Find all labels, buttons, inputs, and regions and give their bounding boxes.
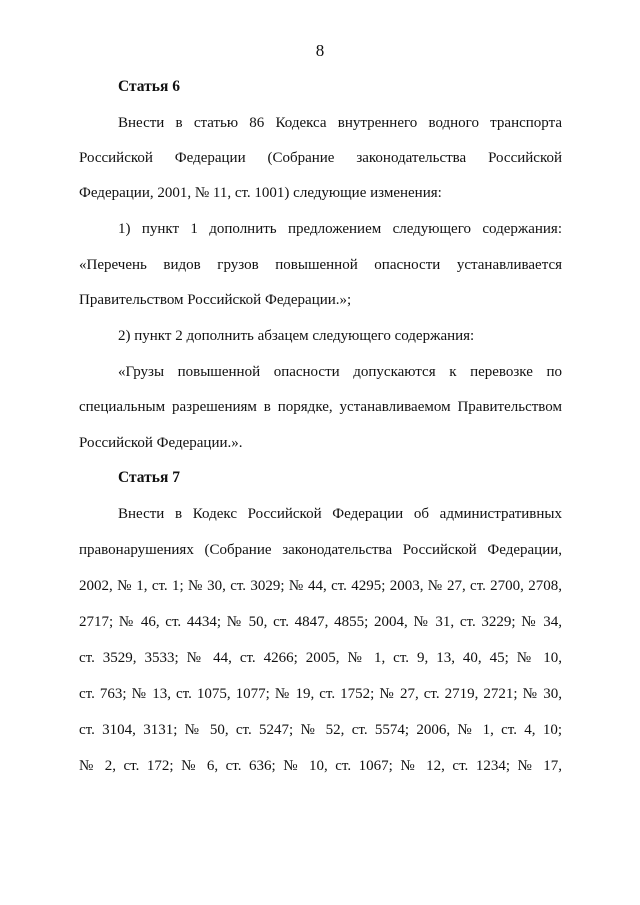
page-number: 8 bbox=[315, 41, 325, 60]
article-7-line-2: правонарушениях (Собрание законодательства Российской Федерации, bbox=[79, 542, 562, 558]
article-7-line-6: ст. 763; № 13, ст. 1075, 1077; № 19, ст. 1752; № 27, ст. 2719, 2721; № 30, bbox=[79, 686, 562, 702]
article-6-intro-line-1: Внести в статью 86 Кодекса внутреннего водного транспорта bbox=[118, 115, 562, 131]
article-6-quote-line-1: «Грузы повышенной опасности допускаются к перевозке по bbox=[118, 364, 562, 380]
article-6-heading: Статья 6 bbox=[118, 78, 180, 95]
article-6-intro-line-2: Российской Федерации (Собрание законодательства Российской bbox=[79, 150, 562, 166]
article-6-item-2-line-1: 2) пункт 2 дополнить абзацем следующего содержания: bbox=[118, 328, 475, 344]
article-6-item-1-line-1: 1) пункт 1 дополнить предложением следующего содержания: bbox=[118, 221, 562, 237]
article-7-line-7: ст. 3104, 3131; № 50, ст. 5247; № 52, ст. 5574; 2006, № 1, ст. 4, 10; bbox=[79, 722, 562, 738]
article-7-line-4: 2717; № 46, ст. 4434; № 50, ст. 4847, 4855; 2004, № 31, ст. 3229; № 34, bbox=[79, 614, 562, 630]
article-6-intro-line-3: Федерации, 2001, № 11, ст. 1001) следующие изменения: bbox=[79, 185, 442, 201]
article-6-item-1-line-3: Правительством Российской Федерации.»; bbox=[79, 292, 352, 308]
article-7-line-8: № 2, ст. 172; № 6, ст. 636; № 10, ст. 1067; № 12, ст. 1234; № 17, bbox=[79, 758, 562, 774]
article-7-line-1: Внести в Кодекс Российской Федерации об административных bbox=[118, 506, 562, 522]
article-6-quote-line-2: специальным разрешениям в порядке, устанавливаемом Правительством bbox=[79, 399, 562, 415]
article-6-item-1-line-2: «Перечень видов грузов повышенной опасности устанавливается bbox=[79, 257, 562, 273]
article-7-line-3: 2002, № 1, ст. 1; № 30, ст. 3029; № 44, ст. 4295; 2003, № 27, ст. 2700, 2708, bbox=[79, 578, 562, 594]
article-7-heading: Статья 7 bbox=[118, 469, 180, 486]
article-7-line-5: ст. 3529, 3533; № 44, ст. 4266; 2005, № 1, ст. 9, 13, 40, 45; № 10, bbox=[79, 650, 562, 666]
article-6-quote-line-3: Российской Федерации.». bbox=[79, 435, 243, 451]
